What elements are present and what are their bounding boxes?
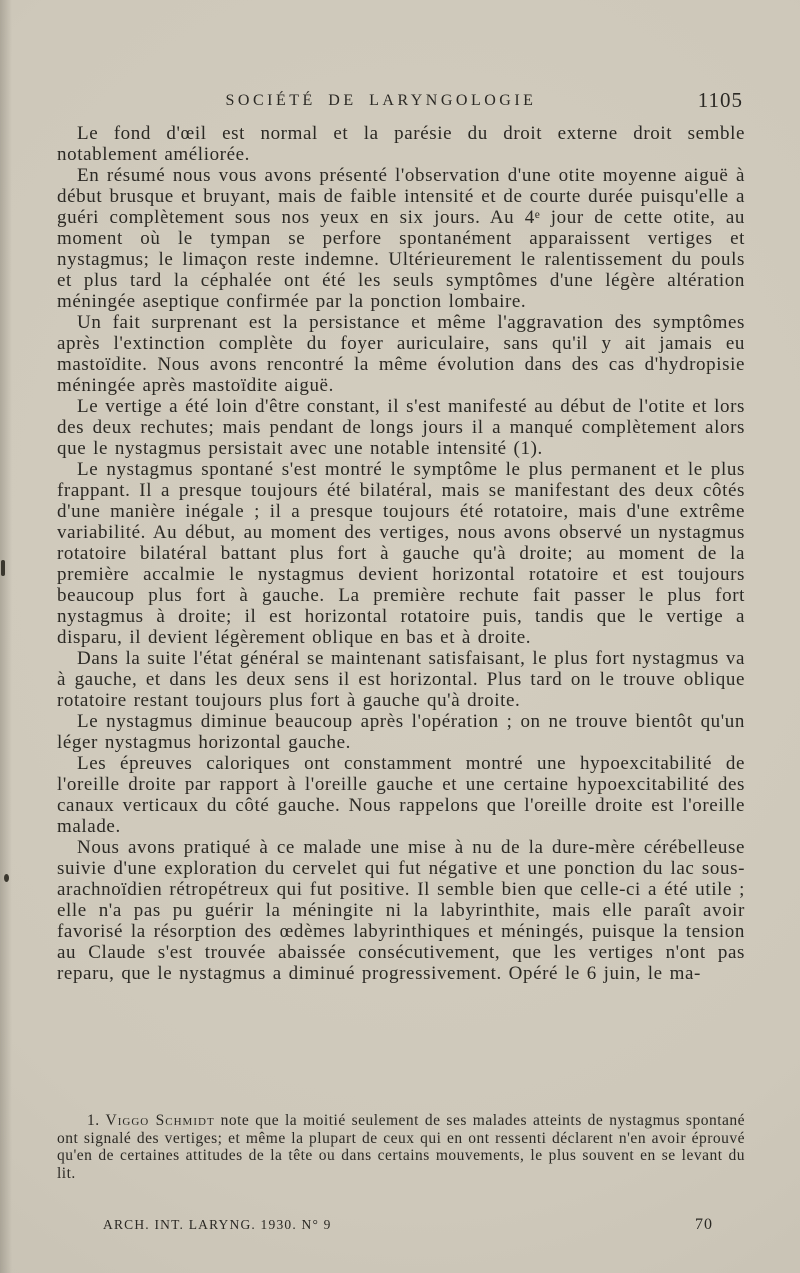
scan-artifact [4,874,9,882]
footnote-text: note que la moitié seulement de ses malades atteints de nystagmus spontané ont signalé des vertiges; et même la plupart de ceux qui en ont ressenti déclarent n'en avoir éprouvé qu'en de certaines attitudes de la tête ou dans certains mouvements, le plus souvent en se levant du lit. [57,1112,746,1182]
paragraph-4: Le vertige a été loin d'être constant, il s'est manifesté au début de l'otite et lors des deux rechutes; mais pendant de longs jours il a manqué complètement alors que le nystagmus persistait avec une notable intensité (1). [57,396,745,459]
paragraph-5: Le nystagmus spontané s'est montré le symptôme le plus permanent et le plus frappant. Il a presque toujours été bilatéral, mais se manifestant des deux côtés d'une manière inégale ; il a presque toujours été rotatoire, mais d'une extrême variabilité. Au début, au moment des vertiges, nous avons observé un nystagmus rotatoire bilatéral battant plus fort à gauche qu'à droite; au moment de la première accalmie le nystagmus devient horizontal rotatoire et est toujours beaucoup plus fort à gauche. La première rechute fait passer le plus fort nystagmus à droite; il est horizontal rotatoire puis, tandis que le vertige a disparu, il devient légèrement oblique en bas et à droite. [57,459,745,648]
footnote [57,1112,745,1182]
paragraph-1: Le fond d'œil est normal et la parésie du droit externe droit semble notablement améliorée. [57,123,745,165]
article-body [57,123,745,984]
scan-artifact [1,560,5,576]
page-footer [57,1216,745,1234]
page-header [57,84,745,110]
page-number: 1105 [697,88,743,112]
paragraph-9: Nous avons pratiqué à ce malade une mise à nu de la dure-mère cérébelleuse suivie d'une exploration du cervelet qui fut négative et une ponction du lac sous-arachnoïdien rétropétreux qui fut positive. Il semble bien que celle-ci a été utile ; elle n'a pas pu guérir la méningite ni la labyrinthite, mais elle paraît avoir favorisé la résorption des œdèmes labyrinthiques et méningés, puisque la tension au Claude s'est trouvée abaissée consécutivement, que les vertiges n'ont pas reparu, que le nystagmus a diminué progressivement. Opéré le 6 juin, le ma- [57,837,745,984]
paragraph-7: Le nystagmus diminue beaucoup après l'opération ; on ne trouve bientôt qu'un léger nystagmus horizontal gauche. [57,711,745,753]
footnote-marker: 1. [87,1112,100,1129]
paragraph-2: En résumé nous vous avons présenté l'observation d'une otite moyenne aiguë à début brusque et bruyant, mais de faible intensité et de courte durée puisqu'elle a guéri complètement sous nos yeux en six jours. Au 4ᵉ jour de cette otite, au moment où le tympan se perfore spontanément apparaissent vertiges et nystagmus; le limaçon reste indemne. Ultérieurement le ralentissement du pouls et plus tard la céphalée ont été les seuls symptômes d'une légère altération méningée aseptique confirmée par la ponction lombaire. [57,165,745,312]
scan-gutter-shadow [0,0,12,1273]
paragraph-8: Les épreuves caloriques ont constamment montré une hypoexcitabilité de l'oreille droite par rapport à l'oreille gauche et une certaine hypoexcitabilité des canaux verticaux du côté gauche. Nous rappelons que l'oreille droite est l'oreille malade. [57,753,745,837]
footnote-author: Viggo Schmidt [105,1112,215,1129]
folio-number: 70 [695,1216,713,1233]
paragraph-6: Dans la suite l'état général se maintenant satisfaisant, le plus fort nystagmus va à gauche, et dans les deux sens il est horizontal. Plus tard on le trouve oblique rotatoire restant toujours plus fort à gauche qu'à droite. [57,648,745,711]
journal-reference: ARCH. INT. LARYNG. 1930. N° 9 [103,1217,332,1232]
paragraph-3: Un fait surprenant est la persistance et même l'aggravation des symptômes après l'extinction complète du foyer auriculaire, sans qu'il y ait jamais eu mastoïdite. Nous avons rencontré la même évolution dans des cas d'hydropisie méningée après mastoïdite aiguë. [57,312,745,396]
running-title: SOCIÉTÉ DE LARYNGOLOGIE [225,92,537,109]
